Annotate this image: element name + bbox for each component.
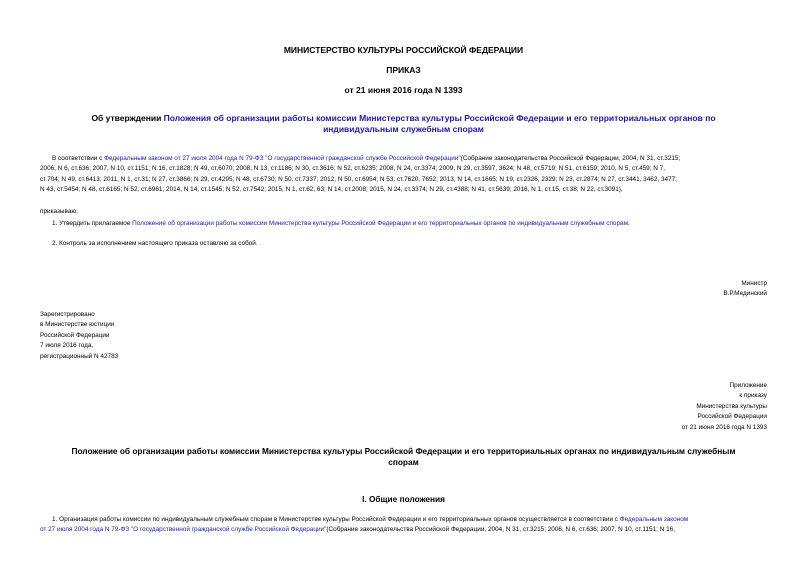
regulation-link[interactable]: Положения об организации работы комиссии Министерства культуры Российской Федерации и его территориальных органов по bbox=[163, 113, 716, 123]
order-date: от 21 июня 2016 года N 1393 bbox=[344, 85, 463, 95]
signature-name: В.Р.Мединский bbox=[723, 290, 767, 298]
registration-line-1: Зарегистрировано bbox=[40, 311, 95, 318]
signature-block bbox=[723, 279, 767, 300]
registration-line-2: в Министерстве юстиции bbox=[40, 321, 115, 329]
section-1-law-link-a[interactable]: Федеральным законом bbox=[619, 516, 689, 523]
intro-line-3: ст.704; N 49, ст.6413; 2011, N 1, ст.31; N 27, ст.3866; N 29, ст.4295; N 48, ст.6730; N 50, ст.7337; 2012, N 50, ст.6954; N 53, ст.7620, 7652; 2013, N 14, ст.1665; N 19, ст.2326, 2329; N 23, ст.2874; N 27, ст.3441, 3462, 3477; bbox=[40, 175, 677, 183]
section-1-paragraph-1 bbox=[40, 515, 770, 536]
registration-line-5: регистрационный N 42783 bbox=[40, 352, 119, 360]
item-1-regulation-link[interactable]: Положение об организации работы комиссии Министерства культуры Российской Федерации и его территориальных органов по индивидуальным служебным спорам bbox=[132, 220, 628, 227]
order-title bbox=[60, 113, 747, 135]
registration-line-4: 7 июля 2016 года, bbox=[40, 342, 94, 350]
signature-position: Министр bbox=[741, 280, 767, 287]
section-1-law-link-b[interactable]: от 27 июля 2004 года N 79-ФЗ "О государственной гражданской службе Российской Федерации" bbox=[40, 526, 327, 534]
ministry-heading: МИНИСТЕРСТВО КУЛЬТУРЫ РОССИЙСКОЙ ФЕДЕРАЦИИ bbox=[283, 45, 524, 55]
regulation-title-line-2: спорам bbox=[388, 457, 419, 467]
order-item-2: 2. Контроль за исполнением настоящего приказа оставляю за собой. bbox=[52, 240, 258, 247]
item-1-prefix: 1. Утвердить прилагаемое bbox=[52, 220, 133, 227]
appendix-line-4: Российской Федерации bbox=[697, 413, 767, 421]
intro-prefix: В соответствии с bbox=[52, 155, 105, 162]
intro-line-4: N 43, ст.5454; N 48, ст.6165; N 52, ст.6961; 2014, N 14, ст.1545; N 52, ст.7542; 2015, N 1, ст.62, 63; N 14, ст.2008; 2015, N 24, ст.3374; N 29, ст.4388; N 41, ст.5639; 2016, N 1, ст.15, ст.38; N 22, ст.3091), bbox=[40, 186, 623, 194]
registration-line-3: Российской Федерации bbox=[40, 331, 110, 339]
prikazyvayu-text: приказываю: bbox=[40, 208, 78, 215]
appendix-block bbox=[682, 381, 767, 433]
section-1-line-1 bbox=[40, 515, 770, 525]
item-1-suffix: . bbox=[627, 220, 630, 227]
appendix-line-2: к приказу bbox=[739, 392, 767, 400]
appendix-line-3: Министерства культуры bbox=[696, 402, 767, 410]
intro-line-1-rest: (Собрание законодательства Российской Федерации, 2004, N 31, ст.3215; bbox=[460, 155, 681, 162]
section-1-line-2-rest: (Собрание законодательства Российской Федерации, 2004, N 31, ст.3215; 2006, N 6, ст.636; 2007, N 10, ст.1151; N 16, bbox=[326, 526, 675, 534]
appendix-line-5: от 21 июня 2016 года N 1393 bbox=[681, 423, 767, 431]
section-1-line-2 bbox=[40, 525, 770, 535]
intro-line-1 bbox=[40, 154, 770, 164]
section-1-title: I. Общие положения bbox=[362, 494, 445, 504]
intro-line-2: 2006, N 6, ст.636; 2007, N 10, ст.1151; N 16, ст.1828; N 49, ст.6070; 2008, N 13, ст.1186; N 30, ст.3616; N 52, ст.6235; 2008, N 24, ст.3374; 2009, N 29, ст.3597, 3624; N 48, ст.5719; N 51, ст.6159; 2010, N 5, ст.459; N 7, bbox=[40, 165, 666, 173]
regulation-title bbox=[40, 446, 767, 468]
federal-law-link[interactable]: Федеральным законом от 27 июля 2004 года N 79-ФЗ "О государственной гражданской службе Российской Федерации" bbox=[104, 155, 461, 162]
regulation-title-line-1: Положение об организации работы комиссии Министерства культуры Российской Федерации и его территориальных органах по индивидуальным служебным bbox=[71, 446, 736, 456]
section-1-prefix: 1. Организация работы комиссии по индивидуальным служебным спорам в Министерстве культуры Российской Федерации и его территориальных органов осуществляется в соответствии с bbox=[52, 516, 620, 523]
registration-block bbox=[40, 310, 118, 362]
title-prefix: Об утверждении bbox=[91, 113, 164, 123]
intro-paragraph bbox=[40, 154, 770, 196]
order-heading: ПРИКАЗ bbox=[386, 65, 421, 75]
regulation-link-continued[interactable]: индивидуальным служебным спорам bbox=[323, 124, 484, 134]
appendix-line-1: Приложение bbox=[729, 382, 767, 389]
order-item-1 bbox=[52, 219, 770, 229]
